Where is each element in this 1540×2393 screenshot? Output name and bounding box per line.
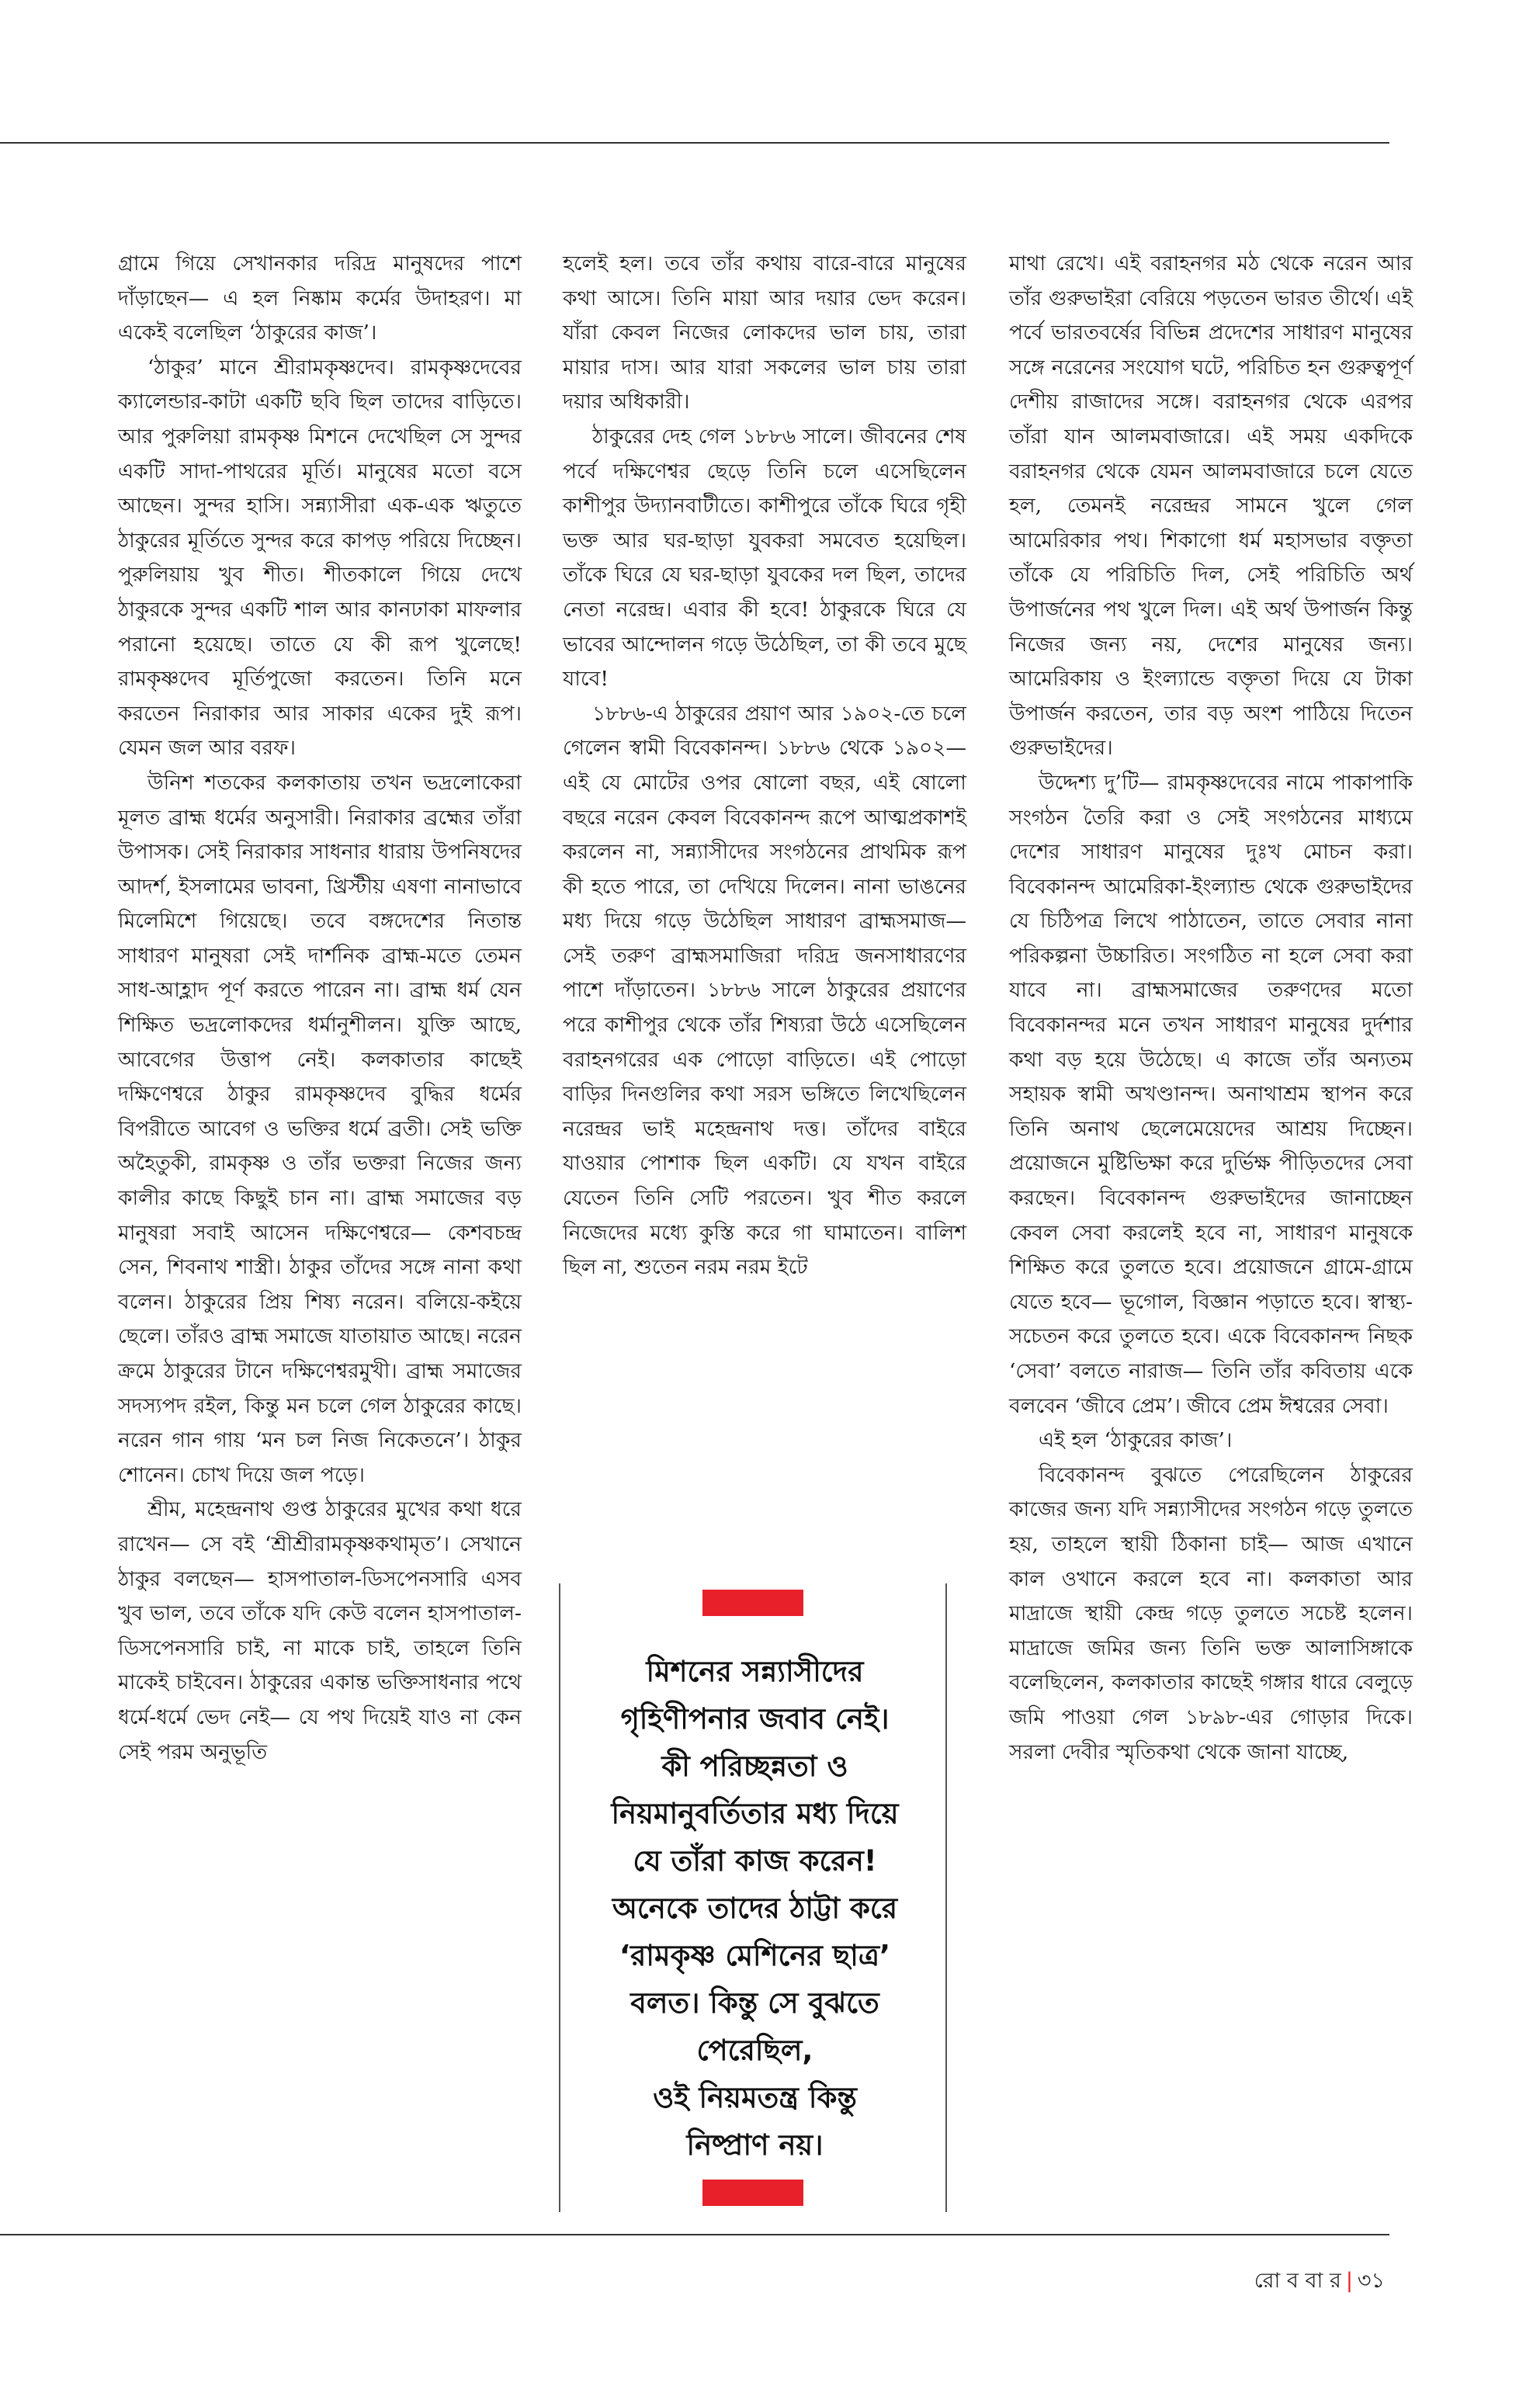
pullquote-line: ‘রামকৃষ্ণ মেশিনের ছাত্র’ <box>619 1939 891 1972</box>
footer-separator: | <box>1345 2269 1353 2293</box>
pullquote-line: নিয়মানুবর্তিতার মধ্য দিয়ে <box>611 1797 899 1830</box>
page-footer <box>1254 2265 1385 2300</box>
paragraph: ঠাকুরের দেহ গেল ১৮৮৬ সালে। জীবনের শেষ পর্বে দক্ষিণেশ্বর ছেড়ে তিনি চলে এসেছিলেন কাশীপুর উদ্যানবাটীতে। কাশীপুরে তাঁকে ঘিরে গৃহী ভক্ত আর ঘর-ছাড়া যুবকরা সমবেত হয়েছিল। তাঁকে ঘিরে যে ঘর-ছাড়া যুবকের দল ছিল, তাদের নেতা নরেন্দ্র। এবার কী হবে! ঠাকুরকে ঘিরে যে ভাবের আন্দোলন গড়ে উঠেছিল, তা কী তবে মুছে যাবে! <box>563 424 966 692</box>
pullquote-accent-bar-top <box>702 1590 803 1616</box>
pullquote-divider-right <box>945 1583 947 2212</box>
paragraph: ১৮৮৬-এ ঠাকুরের প্রয়াণ আর ১৯০২-তে চলে গেলেন স্বামী বিবেকানন্দ। ১৮৮৬ থেকে ১৯০২— এই যে মোটের ওপর ষোলো বছর, এই ষোলো বছরে নরেন কেবল বিবেকানন্দ রূপে আত্মপ্রকাশই করলেন না, সন্ন্যাসীদের সংগঠনের প্রাথমিক রূপ কী হতে পারে, তা দেখিয়ে দিলেন। নানা ভাঙনের মধ্য দিয়ে গড়ে উঠেছিল সাধারণ ব্রাহ্মসমাজ— সেই তরুণ ব্রাহ্মসমাজিরা দরিদ্র জনসাধারণের পাশে দাঁড়াতেন। ১৮৮৬ সালে ঠাকুরের প্রয়াণের পরে কাশীপুর থেকে তাঁর শিষ্যরা উঠে এসেছিলেন বরাহনগরের এক পোড়ো বাড়িতে। এই পোড়ো বাড়ির দিনগুলির কথা সরস ভঙ্গিতে লিখেছিলেন নরেন্দ্রর ভাই মহেন্দ্রনাথ দত্ত। তাঁদের বাইরে যাওয়ার পোশাক ছিল একটি। যে যখন বাইরে যেতেন তিনি সেটি পরতেন। খুব শীত করলে নিজেদের মধ্যে কুস্তি করে গা ঘামাতেন। বালিশ ছিল না, শুতেন নরম নরম ইটে <box>563 701 966 1280</box>
pullquote-line: ওই নিয়মতন্ত্র কিন্তু <box>653 2081 857 2114</box>
paragraph: হলেই হল। তবে তাঁর কথায় বারে-বারে মানুষের কথা আসে। তিনি মায়া আর দয়ার ভেদ করেন। যাঁরা কেবল নিজের লোকদের ভাল চায়, তারা মায়ার দাস। আর যারা সকলের ভাল চায় তারা দয়ার অধিকারী। <box>563 251 966 414</box>
top-rule <box>0 142 1389 144</box>
magazine-name: রো ব বা র <box>1254 2269 1341 2293</box>
bottom-rule <box>0 2234 1389 2235</box>
pullquote-line: নিষ্প্রাণ নয়। <box>686 2128 824 2162</box>
pullquote-line: গৃহিণীপনার জবাব নেই। <box>620 1702 890 1736</box>
paragraph: গ্রামে গিয়ে সেখানকার দরিদ্র মানুষদের পাশে দাঁড়াছেন— এ হল নিষ্কাম কর্মের উদাহরণ। মা একেই বলেছিল ‘ঠাকুরের কাজ’। <box>118 251 522 345</box>
pull-quote <box>571 1590 939 2203</box>
pullquote-line: বলত। কিন্তু সে বুঝতে <box>630 1986 879 2020</box>
pullquote-line: মিশনের সন্ন্যাসীদের <box>646 1655 864 1688</box>
page-number: ৩১ <box>1357 2269 1385 2293</box>
paragraph: ‘ঠাকুর’ মানে শ্রীরামকৃষ্ণদেব। রামকৃষ্ণদেবের ক্যালেন্ডার-কাটা একটি ছবি ছিল তাদের বাড়িতে। আর পুরুলিয়া রামকৃষ্ণ মিশনে দেখেছিল সে সুন্দর একটি সাদা-পাথরের মূর্তি। মানুষের মতো বসে আছেন। সুন্দর হাসি। সন্ন্যাসীরা এক-এক ঋতুতে ঠাকুরের মূর্তিতে সুন্দর করে কাপড় পরিয়ে দিচ্ছেন। পুরুলিয়ায় খুব শীত। শীতকালে গিয়ে দেখে ঠাকুরকে সুন্দর একটি শাল আর কানঢাকা মাফলার পরানো হয়েছে। তাতে যে কী রূপ খুলেছে! রামকৃষ্ণদেব মূর্তিপুজো করতেন। তিনি মনে করতেন নিরাকার আর সাকার একের দুই রূপ। যেমন জল আর বরফ। <box>118 355 522 761</box>
column-3 <box>1009 247 1413 1770</box>
pullquote-line: পেরেছিল, <box>696 2034 813 2067</box>
column-1 <box>118 247 522 1770</box>
paragraph: বিবেকানন্দ বুঝতে পেরেছিলেন ঠাকুরের কাজের জন্য যদি সন্ন্যাসীদের সংগঠন গড়ে তুলতে হয়, তাহলে স্থায়ী ঠিকানা চাই— আজ এখানে কাল ওখানে করলে হবে না। কলকাতা আর মাদ্রাজে স্থায়ী কেন্দ্র গড়ে তুলতে সচেষ্ট হলেন। মাদ্রাজে জমির জন্য তিনি ভক্ত আলাসিঙ্গাকে বলেছিলেন, কলকাতার কাছেই গঙ্গার ধারে বেলুড়ে জমি পাওয়া গেল ১৮৯৮-এর গোড়ার দিকে। সরলা দেবীর স্মৃতিকথা থেকে জানা যাচ্ছে, <box>1009 1462 1413 1764</box>
pullquote-line: অনেকে তাদের ঠাট্টা করে <box>612 1892 898 1925</box>
paragraph: মাথা রেখে। এই বরাহনগর মঠ থেকে নরেন আর তাঁর গুরুভাইরা বেরিয়ে পড়তেন ভারত তীর্থে। এই পর্বে ভারতবর্ষের বিভিন্ন প্রদেশের সাধারণ মানুষের সঙ্গে নরেনের সংযোগ ঘটে, পরিচিত হন গুরুত্বপূর্ণ দেশীয় রাজাদের সঙ্গে। বরাহনগর থেকে এরপর তাঁরা যান আলমবাজারে। এই সময় একদিকে বরাহনগর থেকে যেমন আলমবাজারে চলে যেতে হল, তেমনই নরেন্দ্রর সামনে খুলে গেল আমেরিকার পথ। শিকাগো ধর্ম মহাসভার বক্তৃতা তাঁকে যে পরিচিতি দিল, সেই পরিচিতি অর্থ উপার্জনের পথ খুলে দিল। এই অর্থ উপার্জন কিন্তু নিজের জন্য নয়, দেশের মানুষের জন্য। আমেরিকায় ও ইংল্যান্ডে বক্তৃতা দিয়ে যে টাকা উপার্জন করতেন, তার বড় অংশ পাঠিয়ে দিতেন গুরুভাইদের। <box>1009 251 1413 761</box>
pullquote-text <box>571 1648 939 2169</box>
pullquote-accent-bar-bottom <box>702 2180 803 2206</box>
pullquote-line: যে তাঁরা কাজ করেন! <box>633 1844 877 1878</box>
pullquote-divider-left <box>559 1583 560 2212</box>
paragraph: উদ্দেশ্য দু’টি— রামকৃষ্ণদেবের নামে পাকাপাকি সংগঠন তৈরি করা ও সেই সংগঠনের মাধ্যমে দেশের সাধারণ মানুষের দুঃখ মোচন করা। বিবেকানন্দ আমেরিকা-ইংল্যান্ড থেকে গুরুভাইদের যে চিঠিপত্র লিখে পাঠাতেন, তাতে সেবার নানা পরিকল্পনা উচ্চারিত। সংগঠিত না হলে সেবা করা যাবে না। ব্রাহ্মসমাজের তরুণদের মতো বিবেকানন্দর মনে তখন সাধারণ মানুষের দুর্দশার কথা বড় হয়ে উঠেছে। এ কাজে তাঁর অন্যতম সহায়ক স্বামী অখণ্ডানন্দ। অনাথাশ্রম স্থাপন করে তিনি অনাথ ছেলেমেয়েদের আশ্রয় দিচ্ছেন। প্রয়োজনে মুষ্টিভিক্ষা করে দুর্ভিক্ষ পীড়িতদের সেবা করছেন। বিবেকানন্দ গুরুভাইদের জানাচ্ছেন কেবল সেবা করলেই হবে না, সাধারণ মানুষকে শিক্ষিত করে তুলতে হবে। প্রয়োজনে গ্রামে-গ্রামে যেতে হবে— ভূগোল, বিজ্ঞান পড়াতে হবে। স্বাস্থ্য-সচেতন করে তুলতে হবে। একে বিবেকানন্দ নিছক ‘সেবা’ বলতে নারাজ— তিনি তাঁর কবিতায় একে বলবেন ‘জীবে প্রেম’। জীবে প্রেম ঈশ্বরের সেবা। <box>1009 770 1413 1418</box>
paragraph: উনিশ শতকের কলকাতায় তখন ভদ্রলোকেরা মূলত ব্রাহ্ম ধর্মের অনুসারী। নিরাকার ব্রহ্মের তাঁরা উপাসক। সেই নিরাকার সাধনার ধারায় উপনিষদের আদর্শ, ইসলামের ভাবনা, খ্রিস্টীয় এষণা নানাভাবে মিলেমিশে গিয়েছে। তবে বঙ্গদেশের নিতান্ত সাধারণ মানুষরা সেই দার্শনিক ব্রাহ্ম-মতে তেমন সাধ-আহ্লাদ পূর্ণ করতে পারেন না। ব্রাহ্ম ধর্ম যেন শিক্ষিত ভদ্রলোকদের ধর্মানুশীলন। যুক্তি আছে, আবেগের উত্তাপ নেই। কলকাতার কাছেই দক্ষিণেশ্বরে ঠাকুর রামকৃষ্ণদেব বুদ্ধির ধর্মের বিপরীতে আবেগ ও ভক্তির ধর্মে ব্রতী। সেই ভক্তি অহৈতুকী, রামকৃষ্ণ ও তাঁর ভক্তরা নিজের জন্য কালীর কাছে কিছুই চান না। ব্রাহ্ম সমাজের বড় মানুষরা সবাই আসেন দক্ষিণেশ্বরে— কেশবচন্দ্র সেন, শিবনাথ শাস্ত্রী। ঠাকুর তাঁদের সঙ্গে নানা কথা বলেন। ঠাকুরের প্রিয় শিষ্য নরেন। বলিয়ে-কইয়ে ছেলে। তাঁরও ব্রাহ্ম সমাজে যাতায়াত আছে। নরেন ক্রমে ঠাকুরের টানে দক্ষিণেশ্বরমুখী। ব্রাহ্ম সমাজের সদস্যপদ রইল, কিন্তু মন চলে গেল ঠাকুরের কাছে। নরেন গান গায় ‘মন চল নিজ নিকেতনে’। ঠাকুর শোনেন। চোখ দিয়ে জল পড়ে। <box>118 770 522 1487</box>
column-2 <box>563 247 966 1566</box>
paragraph: এই হল ‘ঠাকুরের কাজ’। <box>1039 1428 1233 1453</box>
pullquote-line: কী পরিচ্ছন্নতা ও <box>661 1750 848 1783</box>
paragraph: শ্রীম, মহেন্দ্রনাথ গুপ্ত ঠাকুরের মুখের কথা ধরে রাখেন— সে বই ‘শ্রীশ্রীরামকৃষ্ণকথামৃত’। সেখানে ঠাকুর বলছেন— হাসপাতাল-ডিসপেনসারি এসব খুব ভাল, তবে তাঁকে যদি কেউ বলেন হাসপাতাল-ডিসপেনসারি চাই, না মাকে চাই, তাহলে তিনি মাকেই চাইবেন। ঠাকুরের একান্ত ভক্তিসাধনার পথে ধর্মে-ধর্মে ভেদ নেই— যে পথ দিয়েই যাও না কেন সেই পরম অনুভূতি <box>118 1497 522 1764</box>
